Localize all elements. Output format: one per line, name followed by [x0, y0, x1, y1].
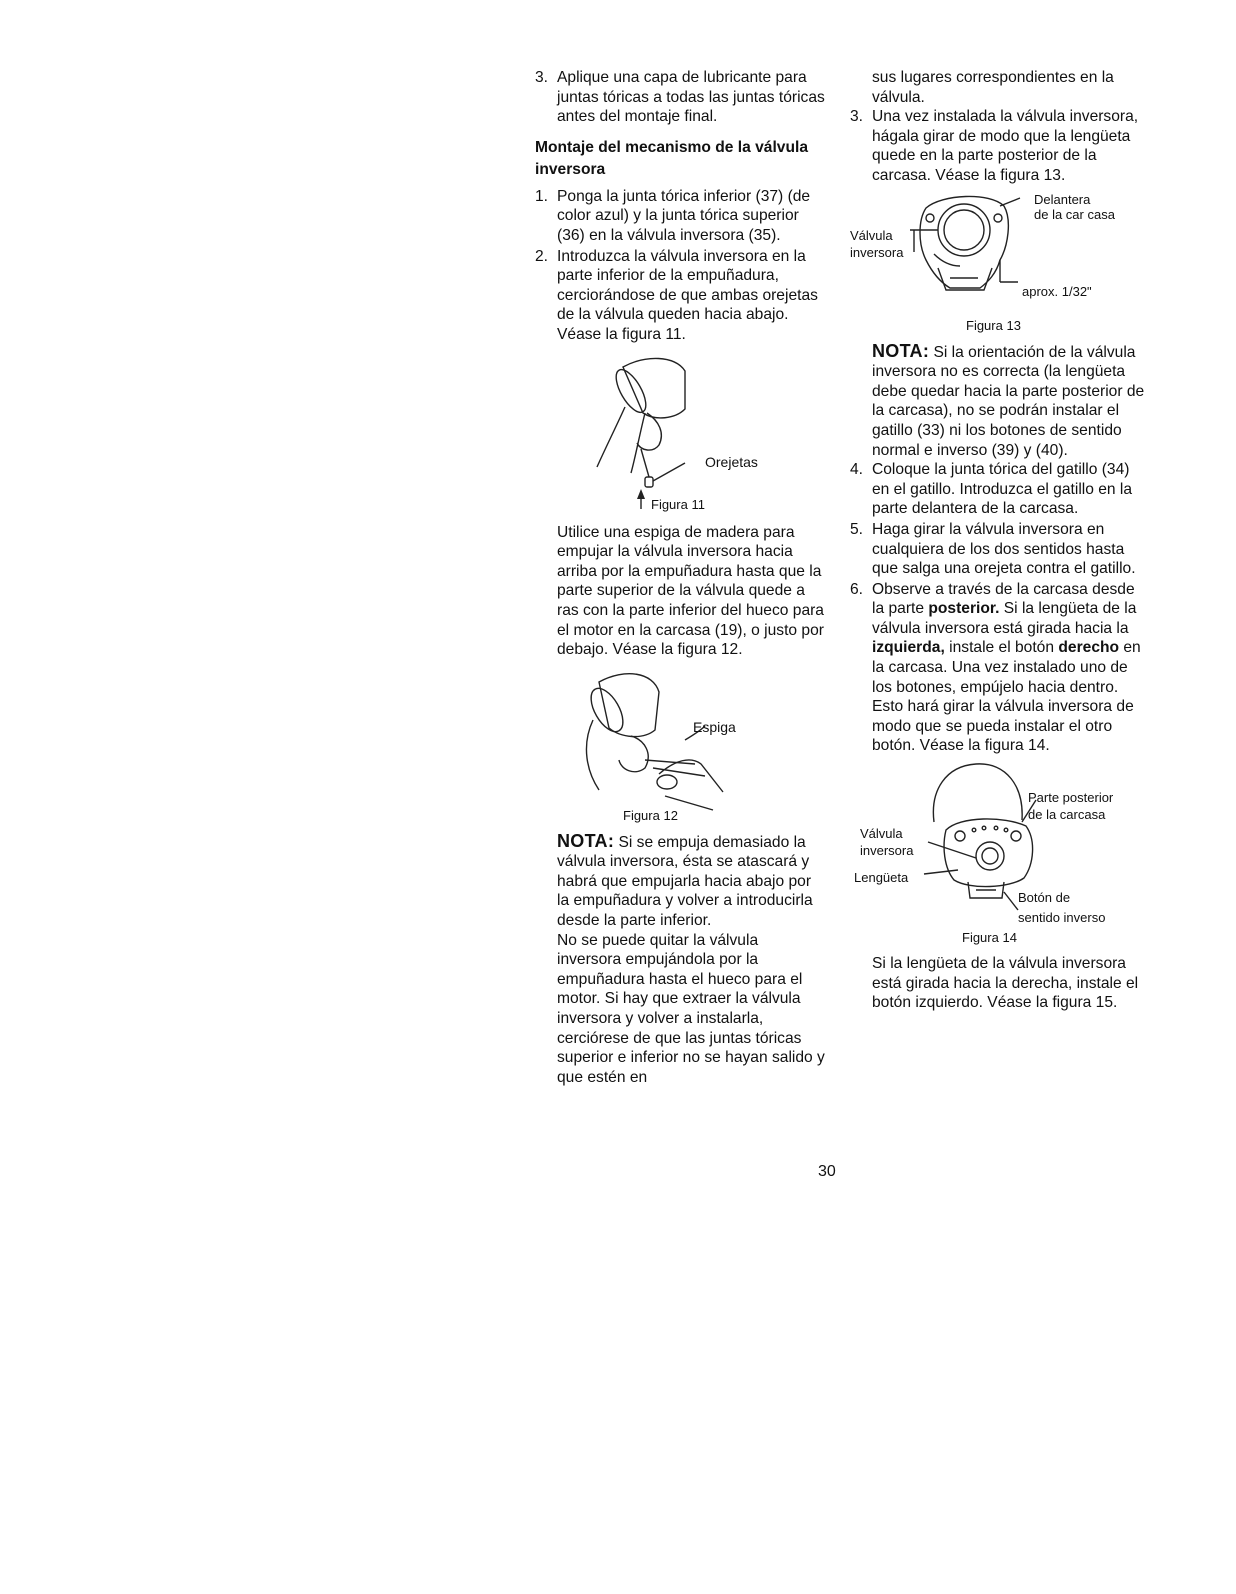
paragraph-dowel: Utilice una espiga de madera para empujar la válvula inversora hacia arriba por la empuñadura hasta que la parte superior de la válvula quede a ras con la parte inferior del hueco para el motor en la carcasa (19), o justo por debajo. Véase la figura 12.	[557, 523, 824, 659]
step-text-bold: derecho	[1058, 639, 1120, 657]
figure-12	[535, 664, 825, 824]
figure-14-label-button-2: sentido inverso	[1018, 910, 1106, 926]
figure-13-label-approx: aprox. 1/32"	[1022, 283, 1092, 299]
figure-14-label-valve-1: Válvula	[860, 826, 903, 842]
figure-13	[850, 190, 1150, 340]
left-step-1	[535, 187, 825, 246]
figure-14-label-rear-2: de la carcasa	[1028, 807, 1106, 823]
figure-11-drawing-icon	[535, 349, 825, 509]
page-number: 30	[818, 1163, 836, 1180]
step-text: Ponga la junta tórica inferior (37) (de color azul) y la junta tórica superior (36) en la válvula inversora (35).	[557, 187, 811, 244]
nota-right	[850, 342, 1150, 461]
right-step-4	[850, 460, 1150, 519]
step-text: instale el botón	[944, 639, 1059, 657]
figure-14-label-rear-1: Parte posterior	[1028, 790, 1114, 806]
paragraph-remove: No se puede quitar la válvula inversora empujándola por la empuñadura hasta el hueco para el motor. Si hay que extraer la válvula inversora y volver a instalarla, cerciórese de que las juntas tóricas superior e inferior no se hayan salido y que estén en	[557, 931, 825, 1086]
step-number: 3.	[850, 108, 864, 126]
step-number: 5.	[850, 520, 864, 538]
right-step-6	[850, 580, 1150, 756]
left-step-3	[535, 68, 825, 127]
step-text: Haga girar la válvula inversora en cualquiera de los dos sentidos hasta que salga una orejeta contra el gatillo.	[872, 520, 1136, 578]
step-text: Introduzca la válvula inversora en la parte inferior de la empuñadura, cerciorándose de que ambas orejetas de la válvula queden hacia abajo. Véase la figura 11.	[557, 247, 818, 343]
figure-11-label: Orejetas	[705, 453, 758, 470]
right-step-3	[850, 107, 1150, 185]
figure-13-label-front-1: Delantera	[1034, 191, 1091, 207]
nota-text: Si la orientación de la válvula inversora no es correcta (la lengüeta debe quedar hacia la parte posterior de la carcasa), no se podrán instalar el gatillo (33) ni los botones de sentido normal e inverso (39) y (40).	[872, 343, 1145, 459]
figure-12-drawing-icon	[535, 664, 825, 824]
figure-12-label: Espiga	[693, 718, 736, 735]
figure-11	[535, 349, 825, 512]
figure-13-caption: Figura 13	[966, 317, 1021, 333]
nota-text: Si se empuja demasiado la válvula inversora, ésta se atascará y habrá que empujarla hacia abajo por la empuñadura y volver a introducirla desde la parte inferior.	[557, 833, 813, 930]
step-number: 3.	[535, 69, 549, 86]
step-text-bold: posterior.	[928, 600, 1000, 618]
figure-14-label-valve-2: inversora	[860, 843, 914, 859]
step-text: en la carcasa. Una vez instalado uno de los botones, empújelo hacia dentro. Esto hará girar la válvula inversora de modo que se pueda instalar el otro botón. Véase la figura 14.	[872, 639, 1141, 755]
step-number: 4.	[850, 461, 864, 479]
nota-label: NOTA:	[872, 340, 930, 361]
figure-12-caption: Figura 12	[623, 807, 678, 823]
step-text-bold: izquierda,	[872, 639, 945, 657]
paragraph-final: Si la lengüeta de la válvula inversora está girada hacia la derecha, instale el botón izquierdo. Véase la figura 15.	[872, 955, 1139, 1012]
step-number: 6.	[850, 580, 864, 598]
paragraph-continued: sus lugares correspondientes en la válvula.	[872, 69, 1114, 106]
step-text: Coloque la junta tórica del gatillo (34) en el gatillo. Introduzca el gatillo en la parte delantera de la carcasa.	[872, 461, 1133, 518]
figure-14-label-tab: Lengüeta	[854, 870, 909, 886]
step-text: Observe a través de la carcasa desde la parte	[872, 580, 1135, 618]
figure-14	[850, 760, 1150, 952]
left-column	[535, 68, 825, 1087]
figure-13-label-valve-2: inversora	[850, 244, 904, 260]
figure-11-caption: Figura 11	[651, 496, 705, 512]
step-text: Una vez instalada la válvula inversora, hágala girar de modo que la lengüeta quede en la parte posterior de la carcasa. Véase la figura 13.	[872, 108, 1139, 184]
right-step-5	[850, 520, 1150, 579]
right-column	[850, 68, 1150, 1013]
nota-left	[535, 832, 825, 931]
step-number: 2.	[535, 247, 549, 265]
step-number: 1.	[535, 187, 549, 205]
figure-13-label-front-2: de la car casa	[1034, 206, 1115, 222]
section-heading: Montaje del mecanismo de la válvula inversora	[535, 138, 808, 178]
figure-14-caption: Figura 14	[962, 930, 1017, 946]
left-step-2	[535, 247, 825, 345]
step-text: Si la lengüeta de la válvula inversora está girada hacia la	[872, 600, 1137, 637]
figure-14-label-button-1: Botón de	[1018, 890, 1071, 906]
nota-label: NOTA:	[557, 830, 615, 851]
figure-13-label-valve-1: Válvula	[850, 227, 893, 243]
step-text: Aplique una capa de lubricante para juntas tóricas a todas las juntas tóricas antes del montaje final.	[557, 69, 825, 126]
